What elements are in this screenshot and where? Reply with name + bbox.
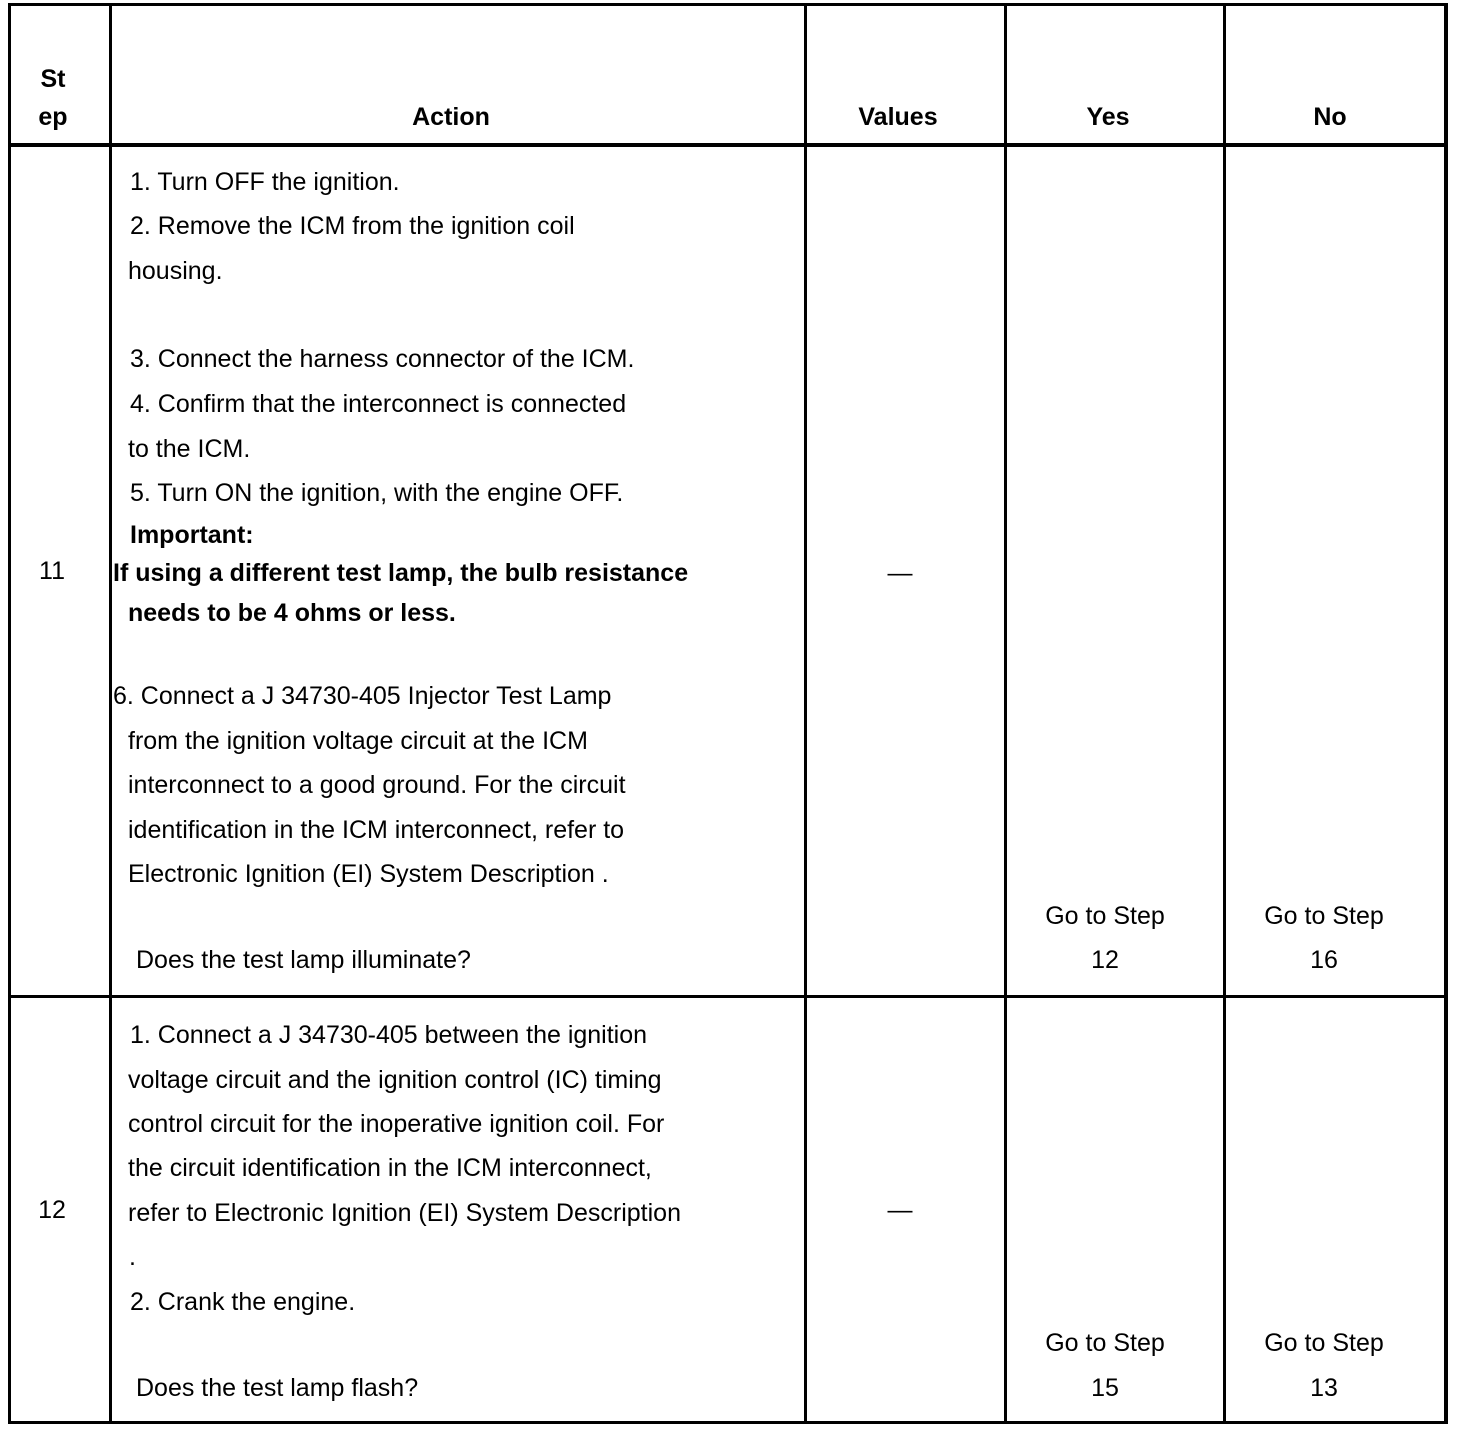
- column-divider-action: [804, 3, 807, 1424]
- row-11-action-line: interconnect to a good ground. For the circuit: [128, 771, 626, 799]
- important-note-text: If using a different test lamp, the bulb resistance: [113, 559, 689, 587]
- row-12-action-line: 2. Crank the engine.: [130, 1288, 356, 1316]
- table-border-right: [1444, 3, 1448, 1424]
- row-12-action-line: the circuit identification in the ICM interconnect,: [128, 1154, 652, 1182]
- row-12-no-line2: 13: [1310, 1374, 1338, 1402]
- header-values: Values: [858, 103, 938, 131]
- row-11-yes-line1: Go to Step: [1045, 902, 1165, 930]
- table-border-top: [8, 3, 1448, 6]
- important-note-text: needs to be 4 ohms or less.: [128, 599, 456, 627]
- row-12-action-line: voltage circuit and the ignition control (IC) timing: [128, 1066, 662, 1094]
- row-12-action-line: .: [129, 1243, 136, 1271]
- header-step-line1: St: [40, 65, 66, 93]
- row-11-action-line: housing.: [128, 257, 223, 285]
- important-note-label: Important:: [130, 521, 254, 549]
- row-11-action-line: from the ignition voltage circuit at the ICM: [128, 727, 588, 755]
- row-11-action-line: 6. Connect a J 34730-405 Injector Test Lamp: [113, 682, 612, 710]
- row-11-action-line: Electronic Ignition (EI) System Description .: [128, 860, 609, 888]
- row-12-value: —: [887, 1196, 913, 1224]
- row-12-step: 12: [38, 1196, 66, 1224]
- row-12-no-line1: Go to Step: [1264, 1329, 1384, 1357]
- column-divider-values: [1004, 3, 1007, 1424]
- row-12-question: Does the test lamp flash?: [136, 1374, 419, 1402]
- column-divider-yes: [1223, 3, 1226, 1424]
- header-yes: Yes: [1086, 103, 1130, 131]
- table-border-left: [8, 3, 11, 1424]
- row-11-action-line: 5. Turn ON the ignition, with the engine OFF.: [130, 479, 624, 507]
- row-11-action-line: 1. Turn OFF the ignition.: [130, 168, 400, 196]
- row-11-action-line: to the ICM.: [128, 435, 251, 463]
- header-no: No: [1313, 103, 1347, 131]
- row-11-question: Does the test lamp illuminate?: [136, 946, 471, 974]
- header-action: Action: [412, 103, 490, 131]
- row-12-yes-line1: Go to Step: [1045, 1329, 1165, 1357]
- header-divider: [8, 143, 1448, 147]
- table-border-bottom: [8, 1421, 1448, 1424]
- row-12-action-line: refer to Electronic Ignition (EI) System Description: [128, 1199, 681, 1227]
- row-12-action-line: control circuit for the inoperative ignition coil. For: [128, 1110, 665, 1138]
- row-11-action-line: identification in the ICM interconnect, refer to: [128, 816, 625, 844]
- row-11-step: 11: [39, 557, 65, 585]
- row-11-value: —: [887, 559, 913, 587]
- row-11-action-line: 2. Remove the ICM from the ignition coil: [130, 212, 575, 240]
- row-12-action-line: 1. Connect a J 34730-405 between the ignition: [130, 1021, 648, 1049]
- row-11-action-line: 4. Confirm that the interconnect is connected: [130, 390, 627, 418]
- row-11-no-line1: Go to Step: [1264, 902, 1384, 930]
- row-divider: [8, 995, 1448, 998]
- row-11-no-line2: 16: [1310, 946, 1338, 974]
- row-11-action-line: 3. Connect the harness connector of the ICM.: [130, 345, 635, 373]
- header-step-line2: ep: [38, 103, 68, 131]
- column-divider-step: [109, 3, 112, 1424]
- row-12-yes-line2: 15: [1091, 1374, 1119, 1402]
- row-11-yes-line2: 12: [1091, 946, 1119, 974]
